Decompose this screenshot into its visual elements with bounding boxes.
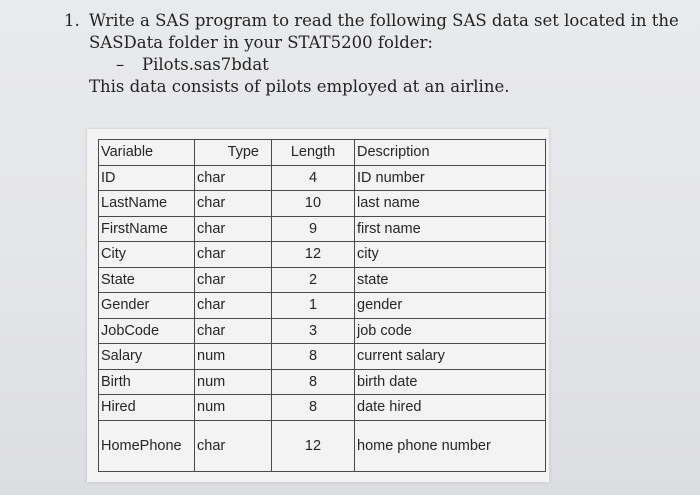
header-length: Length bbox=[272, 140, 355, 166]
cell-type: char bbox=[195, 318, 272, 344]
cell-description: current salary bbox=[355, 344, 546, 370]
cell-length: 12 bbox=[272, 420, 355, 471]
cell-variable: Salary bbox=[99, 344, 195, 370]
cell-description: last name bbox=[355, 191, 546, 217]
table-row bbox=[99, 165, 546, 191]
table-row bbox=[99, 395, 546, 421]
cell-description: gender bbox=[355, 293, 546, 319]
cell-length: 3 bbox=[272, 318, 355, 344]
cell-length: 1 bbox=[272, 293, 355, 319]
cell-type: char bbox=[195, 165, 272, 191]
dataset-filename: Pilots.sas7bdat bbox=[142, 55, 269, 74]
question-number: 1. bbox=[64, 11, 80, 30]
table-header-row bbox=[99, 140, 546, 166]
table-row bbox=[99, 293, 546, 319]
cell-type: char bbox=[195, 242, 272, 268]
cell-type: char bbox=[195, 216, 272, 242]
table-row bbox=[99, 344, 546, 370]
header-type: Type bbox=[195, 140, 272, 166]
cell-variable: ID bbox=[99, 165, 195, 191]
cell-type: char bbox=[195, 191, 272, 217]
cell-length: 2 bbox=[272, 267, 355, 293]
cell-length: 9 bbox=[272, 216, 355, 242]
cell-type: char bbox=[195, 267, 272, 293]
cell-description: first name bbox=[355, 216, 546, 242]
cell-type: num bbox=[195, 395, 272, 421]
cell-variable: HomePhone bbox=[99, 420, 195, 471]
header-variable: Variable bbox=[99, 140, 195, 166]
cell-length: 4 bbox=[272, 165, 355, 191]
variable-table-card bbox=[87, 129, 549, 482]
cell-type: num bbox=[195, 369, 272, 395]
table-row bbox=[99, 216, 546, 242]
cell-description: birth date bbox=[355, 369, 546, 395]
cell-type: char bbox=[195, 293, 272, 319]
question-line-4: This data consists of pilots employed at an airline. bbox=[89, 77, 510, 96]
cell-variable: State bbox=[99, 267, 195, 293]
table-row bbox=[99, 191, 546, 217]
cell-variable: Birth bbox=[99, 369, 195, 395]
cell-variable: Gender bbox=[99, 293, 195, 319]
cell-length: 12 bbox=[272, 242, 355, 268]
question-line-1: Write a SAS program to read the following SAS data set located in the bbox=[89, 11, 679, 30]
header-description: Description bbox=[355, 140, 546, 166]
cell-type: char bbox=[195, 420, 272, 471]
cell-length: 8 bbox=[272, 344, 355, 370]
table-row bbox=[99, 420, 546, 471]
cell-description: job code bbox=[355, 318, 546, 344]
cell-length: 8 bbox=[272, 395, 355, 421]
cell-description: home phone number bbox=[355, 420, 546, 471]
cell-variable: LastName bbox=[99, 191, 195, 217]
table-row bbox=[99, 242, 546, 268]
cell-length: 10 bbox=[272, 191, 355, 217]
table-row bbox=[99, 267, 546, 293]
cell-description: ID number bbox=[355, 165, 546, 191]
cell-description: city bbox=[355, 242, 546, 268]
cell-variable: JobCode bbox=[99, 318, 195, 344]
cell-length: 8 bbox=[272, 369, 355, 395]
cell-type: num bbox=[195, 344, 272, 370]
cell-description: state bbox=[355, 267, 546, 293]
cell-variable: FirstName bbox=[99, 216, 195, 242]
table-row bbox=[99, 318, 546, 344]
cell-description: date hired bbox=[355, 395, 546, 421]
cell-variable: Hired bbox=[99, 395, 195, 421]
table-row bbox=[99, 369, 546, 395]
cell-variable: City bbox=[99, 242, 195, 268]
variable-table bbox=[98, 139, 546, 472]
bullet-dash: – bbox=[116, 55, 125, 74]
question-line-2: SASData folder in your STAT5200 folder: bbox=[89, 33, 433, 52]
